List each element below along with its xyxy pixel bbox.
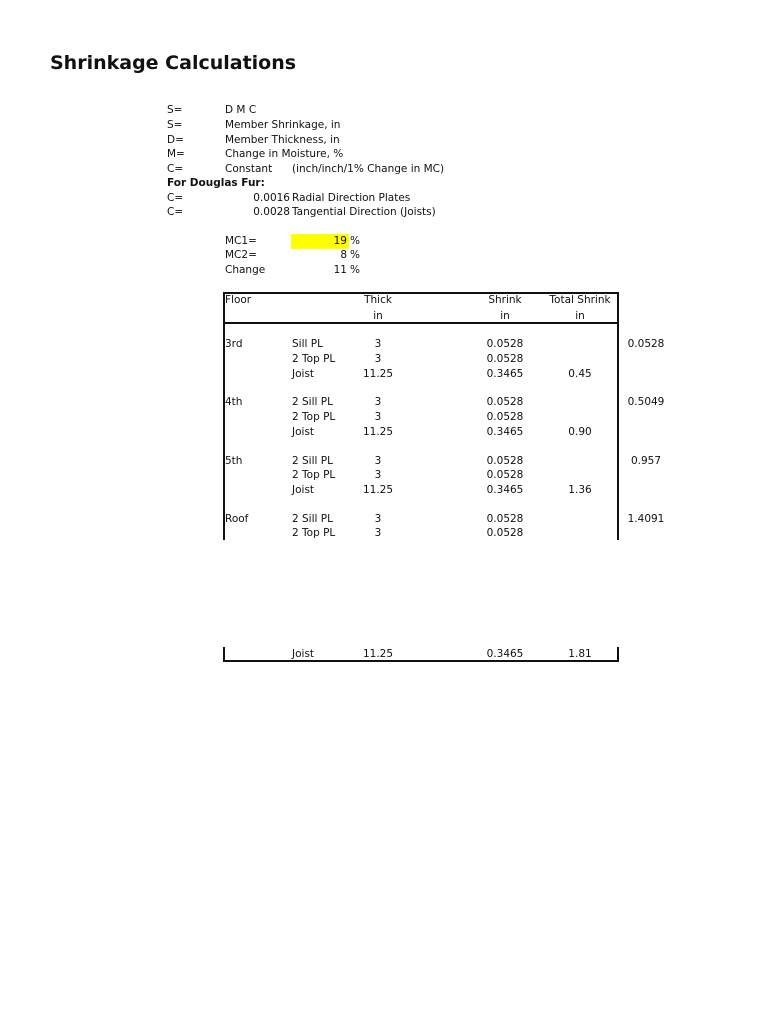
const-label-1: C= — [167, 192, 184, 204]
table-cell-member: Joist — [292, 368, 315, 380]
table-cell-floor: 5th — [225, 455, 243, 467]
header-shrink-unit: in — [500, 310, 510, 322]
table-cell-thick: 11.25 — [362, 648, 394, 660]
table-cell-shrink: 0.0528 — [486, 455, 524, 467]
table-cell-shrink: 0.3465 — [486, 426, 524, 438]
table-cell-total: 1.36 — [568, 484, 592, 496]
douglas-fur-header: For Douglas Fur: — [167, 177, 265, 189]
def-text-3: Member Thickness, in — [225, 134, 340, 146]
table-cell-member: 2 Sill PL — [292, 513, 333, 525]
const-value-1: 0.0016 — [253, 192, 290, 204]
mc1-label: MC1= — [225, 235, 257, 247]
table-cell-side: 0.957 — [630, 455, 662, 467]
def-label-3: D= — [167, 134, 184, 146]
const-label-2: C= — [167, 206, 184, 218]
def-label-2: S= — [167, 119, 183, 131]
def-text-2: Member Shrinkage, in — [225, 119, 341, 131]
header-shrink: Shrink — [488, 294, 522, 306]
table-cell-floor: 3rd — [225, 338, 243, 350]
table-cell-thick: 3 — [374, 411, 382, 423]
table-cell-shrink: 0.0528 — [486, 396, 524, 408]
table-cell-thick: 3 — [374, 396, 382, 408]
table-cell-thick: 3 — [374, 513, 382, 525]
const-desc-2: Tangential Direction (Joists) — [292, 206, 436, 218]
table-cell-shrink: 0.0528 — [486, 411, 524, 423]
table-cell-member: Joist — [292, 648, 315, 660]
table-cell-member: 2 Top PL — [292, 411, 336, 423]
table-cell-side: 1.4091 — [627, 513, 665, 525]
table-cell-shrink: 0.3465 — [486, 484, 524, 496]
table-cell-thick: 3 — [374, 455, 382, 467]
table-cell-shrink: 0.3465 — [486, 648, 524, 660]
table-cell-thick: 3 — [374, 527, 382, 539]
table-cell-thick: 3 — [374, 338, 382, 350]
header-total-shrink: Total Shrink — [549, 294, 611, 306]
table-cell-floor: 4th — [225, 396, 243, 408]
def-text-1: D M C — [225, 104, 257, 116]
header-thick-unit: in — [373, 310, 383, 322]
def-extra-5: (inch/inch/1% Change in MC) — [292, 163, 445, 175]
def-text-5: Constant — [225, 163, 273, 175]
mc2-label: MC2= — [225, 249, 257, 261]
mc2-value[interactable]: 8 — [340, 249, 347, 261]
change-unit: % — [350, 264, 360, 276]
const-value-2: 0.0028 — [253, 206, 290, 218]
table-left-border-upper — [223, 292, 225, 540]
table-cell-shrink: 0.0528 — [486, 353, 524, 365]
table-cell-total: 0.45 — [568, 368, 592, 380]
table-cell-shrink: 0.3465 — [486, 368, 524, 380]
table-cell-member: 2 Sill PL — [292, 455, 333, 467]
table-cell-member: 2 Top PL — [292, 527, 336, 539]
def-label-1: S= — [167, 104, 183, 116]
change-value: 11 — [333, 264, 347, 276]
table-cell-shrink: 0.0528 — [486, 527, 524, 539]
mc1-unit: % — [350, 235, 360, 247]
table-cell-member: Joist — [292, 426, 315, 438]
table-cell-shrink: 0.0528 — [486, 513, 524, 525]
header-thick: Thick — [364, 294, 392, 306]
table-cell-total: 1.81 — [568, 648, 592, 660]
table-cell-member: Joist — [292, 484, 315, 496]
table-cell-shrink: 0.0528 — [486, 469, 524, 481]
table-cell-shrink: 0.0528 — [486, 338, 524, 350]
table-cell-thick: 11.25 — [362, 368, 394, 380]
const-desc-1: Radial Direction Plates — [292, 192, 411, 204]
table-cell-member: 2 Top PL — [292, 353, 336, 365]
def-text-4: Change in Moisture, % — [225, 148, 344, 160]
table-cell-thick: 11.25 — [362, 426, 394, 438]
table-cell-thick: 3 — [374, 353, 382, 365]
table-cell-thick: 11.25 — [362, 484, 394, 496]
table-right-border-upper — [617, 292, 619, 540]
header-total-unit: in — [575, 310, 585, 322]
table-cell-thick: 3 — [374, 469, 382, 481]
table-left-border-lower — [223, 647, 225, 662]
table-cell-member: 2 Top PL — [292, 469, 336, 481]
change-label: Change — [225, 264, 266, 276]
table-cell-member: 2 Sill PL — [292, 396, 333, 408]
page-title: Shrinkage Calculations — [50, 52, 297, 74]
table-cell-side: 0.5049 — [627, 396, 665, 408]
header-floor: Floor — [225, 294, 252, 306]
table-cell-floor: Roof — [225, 513, 249, 525]
table-cell-side: 0.0528 — [627, 338, 665, 350]
mc2-unit: % — [350, 249, 360, 261]
table-cell-total: 0.90 — [568, 426, 592, 438]
mc1-input[interactable]: 19 — [291, 234, 349, 249]
table-cell-member: Sill PL — [292, 338, 323, 350]
def-label-5: C= — [167, 163, 184, 175]
table-right-border-lower — [617, 647, 619, 662]
def-label-4: M= — [167, 148, 185, 160]
